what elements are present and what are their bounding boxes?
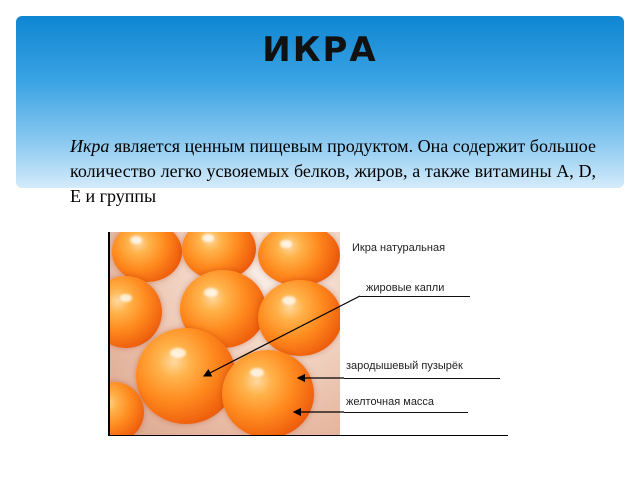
body-paragraph [70, 134, 596, 209]
body-lead-word: Икра [70, 136, 110, 156]
slide-title: ИКРА [262, 30, 378, 70]
arrow-fat-drops [204, 296, 360, 376]
label-yolk-mass: желточная масса [346, 396, 435, 408]
label-germinal-vesicle: зародышевый пузырёк [346, 360, 463, 372]
caviar-figure [108, 232, 518, 440]
body-text-rest: является ценным пищевым продуктом. Она содержит большое количество легко усвояемых белков, жиров, а также витамины А, D, Е и группы [70, 136, 596, 206]
label-fat-drops: жировые капли [366, 282, 445, 294]
pointer-arrows [108, 232, 518, 440]
caption-label: Икра натуральная [352, 242, 446, 254]
